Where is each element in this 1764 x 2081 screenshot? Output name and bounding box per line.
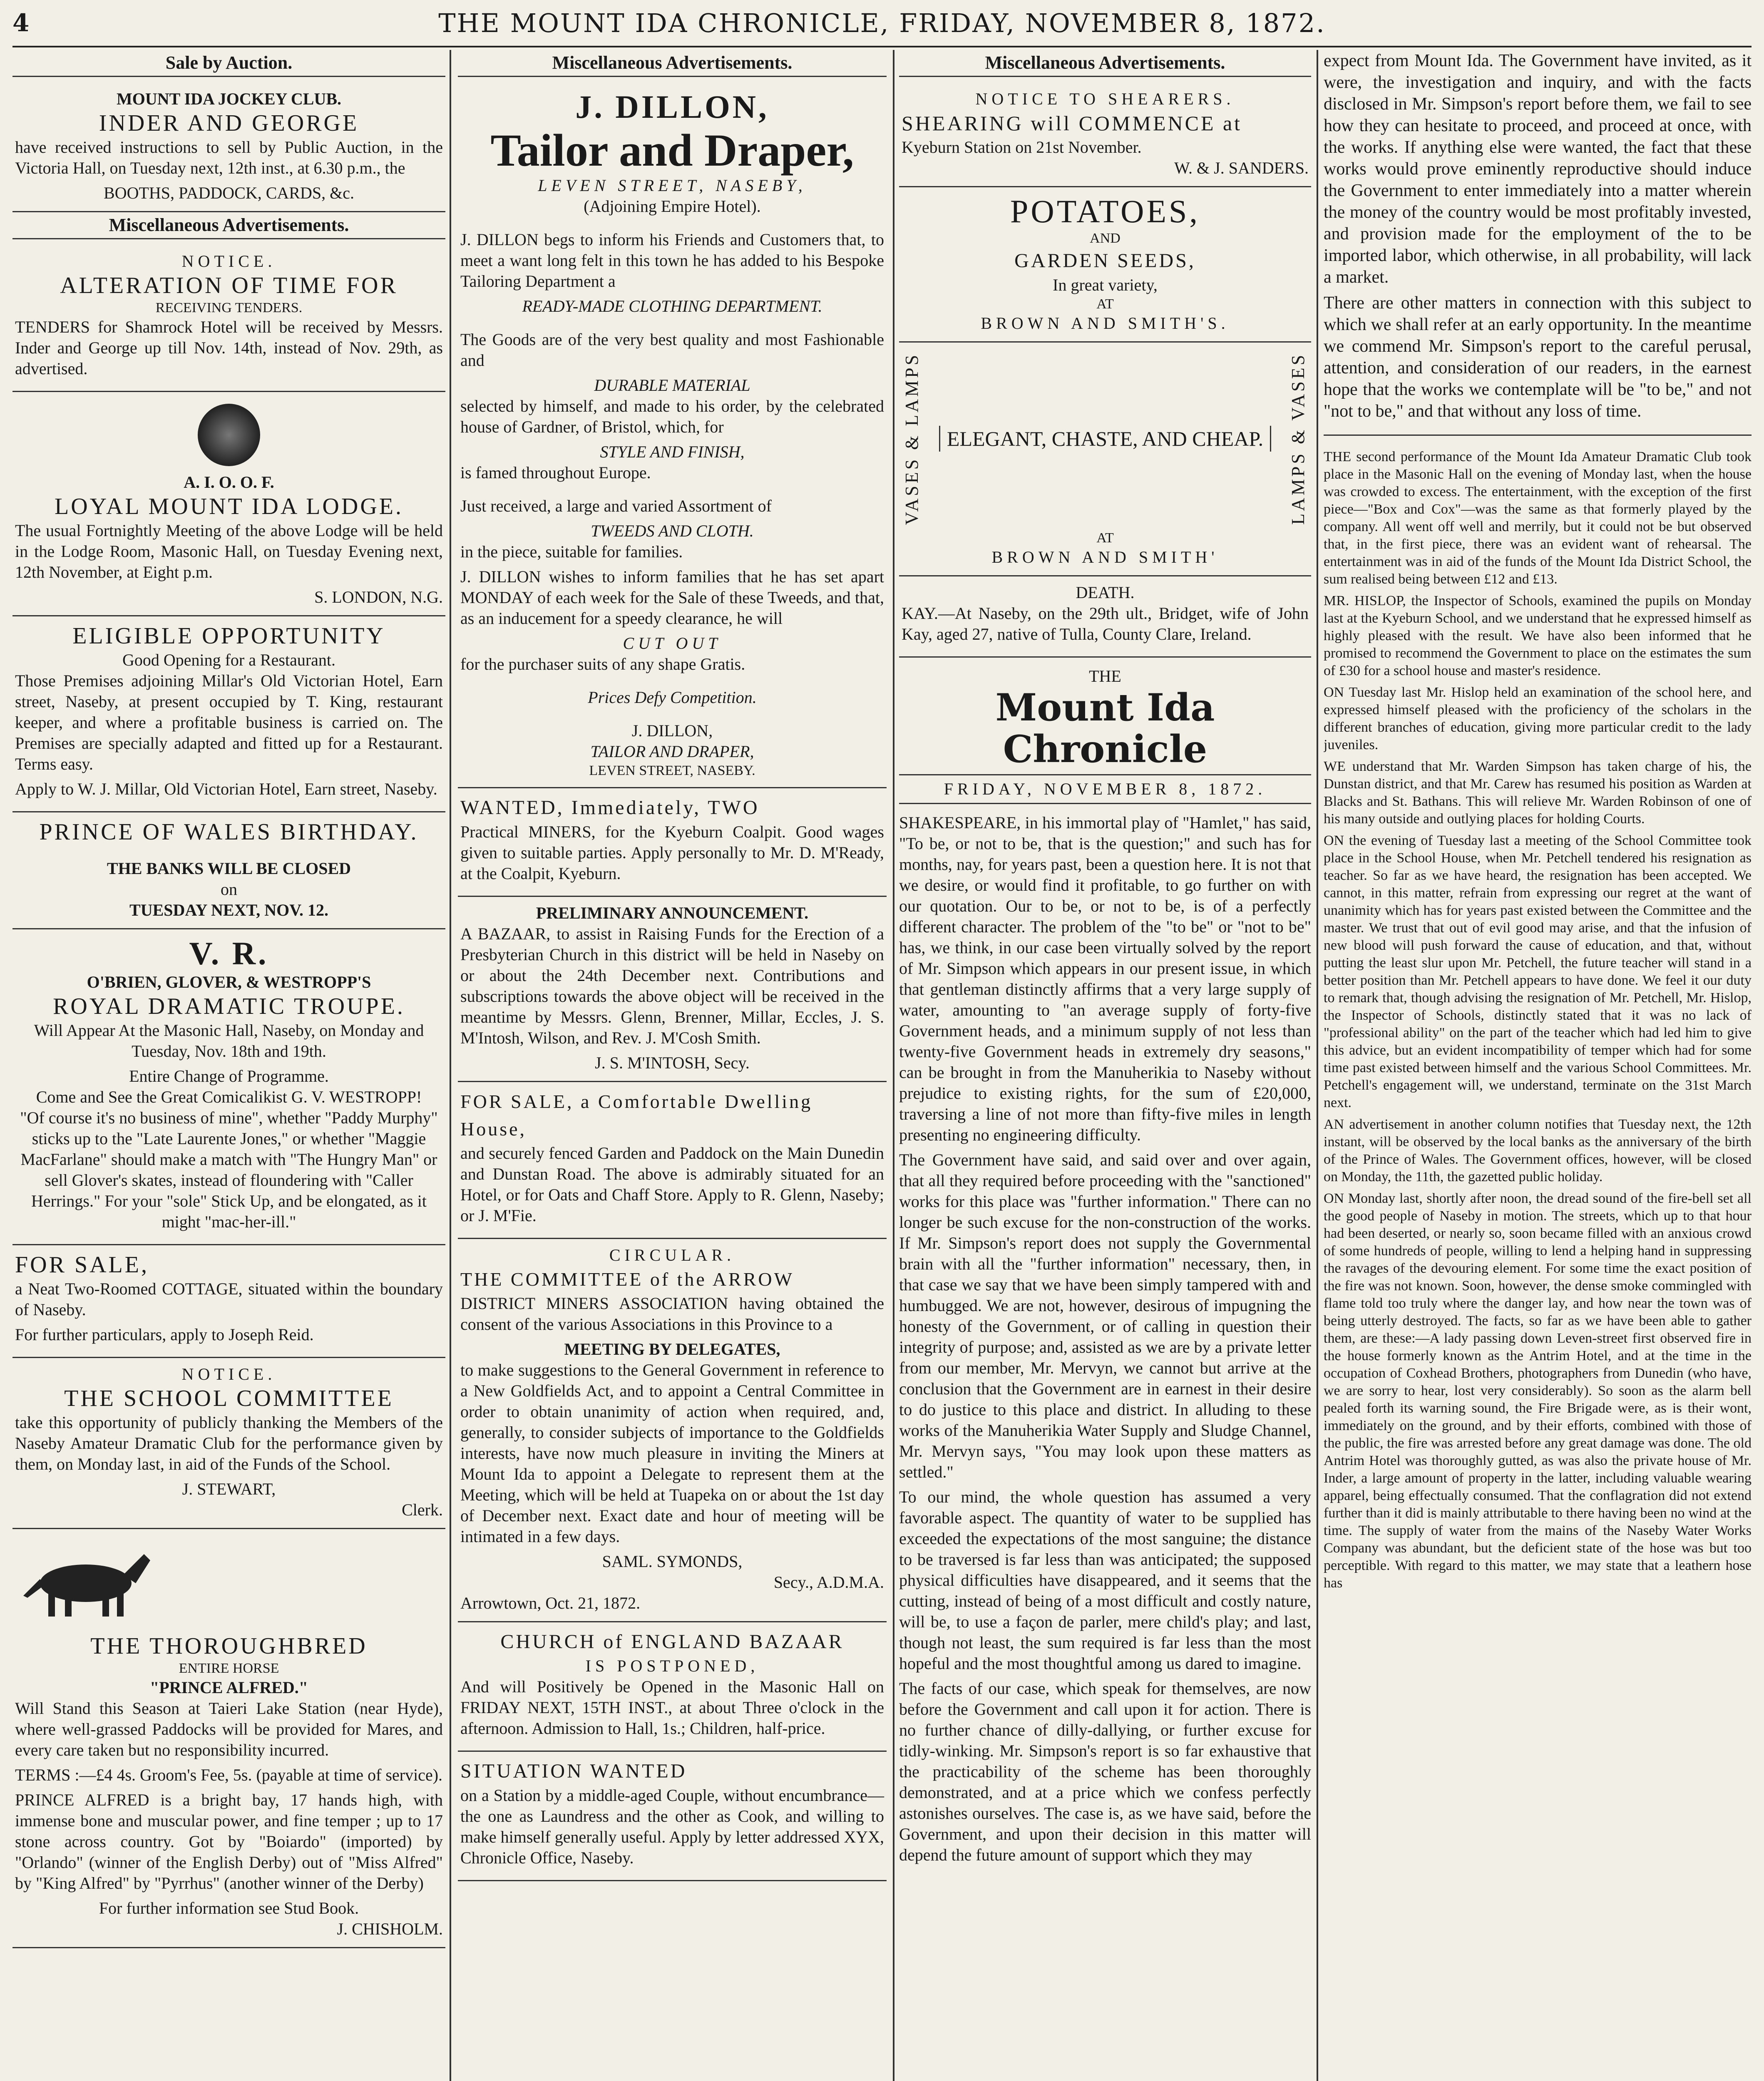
column-rule [1317, 50, 1318, 2081]
ad-prince-of-wales: PRINCE OF WALES BIRTHDAY. THE BANKS WILL BE CLOSED on TUESDAY NEXT, NOV. 12. [12, 812, 445, 929]
news-paragraph: MR. HISLOP, the Inspector of Schools, examined the pupils on Monday last at the Kyeburn School, and we understand that he expressed himself as highly pleased with the result. We have also been informed that he promised to recommend the Government to place on the estimates the sum of £30 for a school house and master's residence. [1324, 593, 1752, 678]
ad-jockey-club: MOUNT IDA JOCKEY CLUB. INDER AND GEORGE have received instructions to sell by Public Auction, in the Victoria Hall, on Tuesday next, 12th inst., at 6.30 p.m., the BOOTHS, PADDOCK, CARDS, &c. [12, 83, 445, 212]
ad-circular-miners: CIRCULAR. THE COMMITTEE of the ARROW DISTRICT MINERS ASSOCIATION having obtained the consent of the various Associations in this Province to a MEETING BY DELEGATES, to make suggestions to the General Government in reference to a New Goldfields Act, and to appoint a Central Committee in order to obtain unanimity of action when required, and, generally, to consider subjects of importance to the Goldfields interests, have now much pleasure in inviting the Miners at Mount Ida to appoint a Delegate to represent them at the Meeting, which will be held at Tuapeka on or about the 1st day of December next. Exact date and hour of meeting will be intimated in a few days. SAML. SYMONDS, Secy., A.D.M.A. Arrowtown, Oct. 21, 1872. [458, 1239, 887, 1622]
ad-school-committee: NOTICE. THE SCHOOL COMMITTEE take this opportunity of publicly thanking the Members of the Naseby Amateur Dramatic Club for the performance given by them, on Monday last, in aid of the Funds of the School. J. STEWART, Clerk. [12, 1358, 445, 1529]
column-rule [893, 50, 894, 2081]
ad-dillon-tailor: J. DILLON, Tailor and Draper, LEVEN STREET, NASEBY, (Adjoining Empire Hotel). J. DILLON begs to inform his Friends and Customers that, to meet a want long felt in this town he has added to his Bespoke Tailoring Department a READY-MADE CLOTHING DEPARTMENT. The Goods are of the very best quality and most Fashionable and DURABLE MATERIAL selected by himself, and made to his order, by the celebrated house of Gardner, of Bristol, which, for STYLE AND FINISH, is famed throughout Europe. Just received, a large and varied Assortment of TWEEDS AND CLOTH. in the piece, suitable for families. J. DILLON wishes to inform families that he has set apart MONDAY of each week for the Sale of these Tweeds, and that, as an inducement for a speedy clearance, he will CUT OUT for the purchaser suits of any shape Gratis. Prices Defy Competition. J. DILLON, TAILOR AND DRAPER, LEVEN STREET, NASEBY. [458, 83, 887, 788]
editorial-paragraph: To our mind, the whole question has assumed a very favorable aspect. The quantity of water to be supplied has exceeded the expectations of the most sanguine; the distance to be traversed is far less than was anticipated; the supposed physical difficulties have disappeared, and it seems that the cutting, instead of being of a most difficult and costly nature, will be, to use a façon de parler, mere child's play; and last, though not least, the sum required is far less than the most hopeful and the most thoughtful among us dared to imagine. [899, 1487, 1311, 1673]
section-heading: Miscellaneous Advertisements. [458, 52, 887, 77]
ad-potatoes-seeds: POTATOES, AND GARDEN SEEDS, In great variety, AT BROWN AND SMITH'S. [899, 187, 1311, 343]
local-news [1324, 448, 1752, 1592]
ad-for-sale-cottage: FOR SALE, a Neat Two-Roomed COTTAGE, situated within the boundary of Naseby. For further particulars, apply to Joseph Reid. [12, 1245, 445, 1358]
column-rule [450, 50, 451, 2081]
ad-alteration-of-time: NOTICE. ALTERATION OF TIME FOR RECEIVING TENDERS. TENDERS for Shamrock Hotel will be received by Messrs. Inder and George up till Nov. 14th, instead of Nov. 29th, as advertised. [12, 245, 445, 392]
lodge-emblem-icon [198, 404, 260, 466]
news-paragraph: ON the evening of Tuesday last a meeting of the School Committee took place in the School House, when Mr. Petchell tendered his resignation as teacher. So far as we have heard, the resignation has been accepted. We cannot, in this matter, refrain from expressing our regret at the want of unanimity which has for years past existed between the Committee and the master. We trust that out of evil good may arise, and that the infusion of new blood will push forward the cause of education, and that, without putting the least slur upon Mr. Petchell, the future teacher will stand in a better position than Mr. Petchell appears to have done. We feel it our duty to remark that, though advising the resignation of Mr. Petchell, Mr. Hislop, the Inspector of Schools, distinctly stated that it was no lack of "professional ability" on the part of the teacher which had led him to give this advice, but an evident incompatibility of temper which had for some time past existed between himself and the various School Committees. Mr. Petchell's engagement will, we understand, terminate on the 31st March next. [1324, 833, 1752, 1110]
editorial-date: FRIDAY, NOVEMBER 8, 1872. [899, 774, 1311, 804]
ad-church-bazaar: CHURCH of ENGLAND BAZAAR IS POSTPONED, And will Positively be Opened in the Masonic Hall on FRIDAY NEXT, 15TH INST., at about Three o'clock in the afternoon. Admission to Hall, 1s.; Children, half-price. [458, 1622, 887, 1752]
news-paragraph: WE understand that Mr. Warden Simpson has taken charge of his, the Dunstan district, and that Mr. Carew has resumed his position as Warden at Blacks and St. Bathans. This will relieve Mr. Warden Robinson of one of his many outside and outlying places for holding Courts. [1324, 759, 1752, 827]
editorial-paragraph: SHAKESPEARE, in his immortal play of "Hamlet," has said, "To be, or not to be, that is the question;" and such has for months, nay, for years past, been a question here. It is not that we desire, or would find it profitable, to go further on with our quotation. Our to be, or not to be, is of a perfectly different character. The problem of the "to be" or "not to be" has, we think, in our case been virtually solved by the report of Mr. Simpson which appears in our present issue, in which that gentleman distinctly affirms that a very large supply of water, amounting to "an average supply of forty-five Government heads, and a minimum supply of not less than twenty-five Government heads in extremely dry seasons," can be brought in from the Manuherikia to Naseby without prejudice to existing rights, for the sum of £20,000, traversing a line of not more than fifty-five miles in length presenting no engineering difficulty. [899, 813, 1311, 1144]
editorial-paragraph: There are other matters in connection with this subject to which we shall refer at an early opportunity. In the meantime we commend Mr. Simpson's report to the careful perusal, attention, and consideration of our readers, in the earnest hope that the works we contemplate will be "to be," and not "not to be," and that without any loss of time. [1324, 293, 1752, 421]
ad-notice-to-shearers: NOTICE TO SHEARERS. SHEARING will COMMENCE at Kyeburn Station on 21st November. W. & J. SANDERS. [899, 83, 1311, 187]
section-heading: Sale by Auction. [12, 52, 445, 77]
editorial-continuation [1324, 50, 1752, 436]
ad-eligible-opportunity: ELIGIBLE OPPORTUNITY Good Opening for a Restaurant. Those Premises adjoining Millar's Old Victorian Hotel, Earn street, Naseby, at present occupied by T. King, restaurant keeper, and where a profitable business is carried on. The Premises are specially adapted and fitted up for a Restaurant. Terms easy. Apply to W. J. Millar, Old Victorian Hotel, Earn street, Naseby. [12, 616, 445, 812]
horse-icon [15, 1542, 157, 1621]
ad-for-sale-dwelling: FOR SALE, a Comfortable Dwelling House, and securely fenced Garden and Paddock on the Main Dunedin and Dunstan Road. The above is admirably situated for an Hotel, or for Oats and Chaff Store. Apply to R. Glenn, Naseby; or J. M'Fie. [458, 1082, 887, 1239]
ad-vases-lamps: VASES & LAMPS ELEGANT, CHASTE, AND CHEAP. LAMPS & VASES AT BROWN AND SMITH' [899, 343, 1311, 576]
ad-preliminary-bazaar: PRELIMINARY ANNOUNCEMENT. A BAZAAR, to assist in Raising Funds for the Erection of a Presbyterian Church in this district will be held in Naseby on or about the 24th December next. Contributions and subscriptions towards the above object will be received in the meantime by Messrs. Glenn, Brenner, Millar, Eccles, J. S. M'Intosh, Wilson, and Rev. J. M'Cosh Smith. J. S. M'INTOSH, Secy. [458, 897, 887, 1082]
chronicle-nameplate: Mount Ida Chronicle [995, 685, 1215, 771]
news-paragraph: ON Tuesday last Mr. Hislop held an examination of the school here, and expressed himself pleased with the proficiency of the scholars in the different branches of education, giving more particular credit to the lady juveniles. [1324, 685, 1752, 752]
ad-situation-wanted: SITUATION WANTED on a Station by a middle-aged Couple, without encumbrance—the one as Laundress and the other as Cook, and willing to make himself generally useful. Apply by letter addressed XYX, Chronicle Office, Naseby. [458, 1752, 887, 1881]
newspaper-header-title: THE MOUNT IDA CHRONICLE, FRIDAY, NOVEMBER 8, 1872. [438, 7, 1326, 38]
column-3: Miscellaneous Advertisements. NOTICE TO SHEARERS. SHEARING will COMMENCE at Kyeburn Station on 21st November. W. & J. SANDERS. POTATOES, AND GARDEN SEEDS, In great variety, AT BROWN AND SMITH'S. VASES & LAMPS ELEGANT, CHASTE, AND CHEAP. LAMPS & VASES AT BROWN AND SMITH' DEATH. KAY.—At Naseby, on the 29th ult., Bridget, wife of John Kay, aged 27, native of Tulla, County Clare, Ireland. THE Mount Ida Chronicle FRIDAY, NOVEMBER 8, 1872. SHAKESPEARE, in his immortal play of "Hamlet," has said, "To be, or not to be, that is the question;" and such has for months, nay, for years past, been a question here. It is not that we desire, or would find it profitable, to go further on with our quotation. Our to be, or not to be, is of a perfectly different character. The problem of the "to be" or "not to be" has, we think, in our case been virtually solved by the report of Mr. Simpson which appears in our present issue, in which that gentleman distinctly affirms that a very large supply of water, amounting to "an average supply of forty-five Government heads, and a minimum supply of not less than twenty-five Government heads in extremely dry seasons," can be brought in from the Manuherikia to Naseby without prejudice to existing rights, for the sum of £20,000, traversing a line of not more than fifty-five miles in length presenting no engineering difficulty. The Government have said, and said over and over again, that all they required before proceeding with the "sanctioned" works for this place was "further information." There can no longer be such excuse for the non-construction of the works. If Mr. Simpson's report does not supply the Governmental brain with all the "further information" necessary, then, in that case we say that we have been simply tampered with and humbugged. We are not, however, desirous of impugning the honesty of the Government, or of calling in question their integrity of purpose; and, assisted as we are by a private letter from our member, Mr. Mervyn, we cannot but arrive at the conclusion that the Government are in earnest in their desire to do justice to this place and district. In alluding to these works of the Manuherikia Water Supply and Sludge Channel, Mr. Mervyn says, "You may look upon these matters as settled." To our mind, the whole question has assumed a very favorable aspect. The quantity of water to be supplied has exceeded the expectations of the most sanguine; the distance to be traversed is far less than was anticipated; the supposed physical difficulties have disappeared, and it seems that the cutting, instead of being of a most difficult and costly nature, will be, to use a façon de parler, mere child's play; and last, though not least, the sum required is far less than the most hopeful and the most thoughtful among us dared to imagine. The facts of our case, which speak for themselves, are now before the Government and call upon it for action. There is no further chance of dilly-dallying, or further excuse for tidly-winking. Mr. Simpson's report is so far exhaustive that the practicability of the scheme has been thoroughly demonstrated, and at a price which we confess perfectly astonishes ourselves. The case is, as we have said, before the Government, and upon their decision in this matter will depend the future amount of support which they may [899, 50, 1311, 2081]
column-1 [12, 50, 445, 2081]
ad-thoroughbred: THE THOROUGHBRED ENTIRE HORSE "PRINCE ALFRED." Will Stand this Season at Taieri Lake Station (near Hyde), where well-grassed Paddocks will be provided for Mares, and every care taken but no responsibility incurred. TERMS :—£4 4s. Groom's Fee, 5s. (payable at time of service). PRINCE ALFRED is a bright bay, 17 hands high, with immense bone and muscular power, and fine temper ; up to 17 stone across country. Got by "Boiardo" (imported) by "Orlando" (winner of the English Derby) out of "Miss Alfred" by "King Alfred" by "Pyrrhus" (another winner of the Derby) For further information see Stud Book. J. CHISHOLM. [12, 1529, 445, 1948]
column-4 [1324, 50, 1752, 2081]
death-notice: DEATH. KAY.—At Naseby, on the 29th ult., Bridget, wife of John Kay, aged 27, native of Tulla, County Clare, Ireland. [899, 576, 1311, 658]
ad-dramatic-troupe: V. R. O'BRIEN, GLOVER, & WESTROPP'S ROYAL DRAMATIC TROUPE. Will Appear At the Masonic Hall, Naseby, on Monday and Tuesday, Nov. 18th and 19th. Entire Change of Programme. Come and See the Great Comicalikist G. V. WESTROPP! "Of course it's no business of mine", whether "Paddy Murphy" sticks up to the "Late Laurente Jones," or whether "Maggie MacFarlane" should make a match with "The Hungry Man" or sell Glover's skates, instead of floundering with "Caller Herrings." For your "sole" Stick Up, and be elongated, as it might "mac-her-ill." [12, 929, 445, 1245]
masthead [12, 0, 1752, 47]
news-paragraph: THE second performance of the Mount Ida Amateur Dramatic Club took place in the Masonic Hall on the evening of Monday last, when the house was crowded to excess. The entertainment, with the exception of the first piece—"Box and Cox"—was the same as that formerly played by the company. All went off well and merrily, but it could not be but observed that, in the first piece, there was an evident want of rehearsal. The entertainment was in aid of the funds of the Mount Ida District School, the sum realised being between £12 and £13. [1324, 449, 1752, 587]
ad-mount-ida-lodge: A. I. O. O. F. LOYAL MOUNT IDA LODGE. The usual Fortnightly Meeting of the above Lodge will be held in the Lodge Room, Masonic Hall, on Tuesday Evening next, 12th November, at Eight p.m. S. LONDON, N.G. [12, 392, 445, 616]
section-heading: Miscellaneous Advertisements. [12, 215, 445, 239]
editorial-article [899, 812, 1311, 1865]
page-number: 4 [12, 9, 30, 37]
ad-wanted-miners: WANTED, Immediately, TWO Practical MINERS, for the Kyeburn Coalpit. Good wages given to suitable parties. Apply personally to Mr. D. M'Ready, at the Coalpit, Kyeburn. [458, 788, 887, 897]
editorial-paragraph: expect from Mount Ida. The Government have invited, as it were, the investigation and inquiry, and with the facts disclosed in Mr. Simpson's report before them, we fail to see how they can hesitate to proceed, and proceed at once, with the works. If anything else were wanted, the fact that these works would prove eminently reproductive should induce the Government to enter immediately into a matter wherein the money of the country would be most profitably invested, and provision made for the employment of the to be imported labor, which otherwise, in all probability, will lack a market. [1324, 51, 1752, 287]
news-paragraph: ON Monday last, shortly after noon, the dread sound of the fire-bell set all the good people of Naseby in motion. The streets, which up to that hour had been deserted, or nearly so, soon became filled with an anxious crowd of some hundreds of people, willing to lend a helping hand in suppressing the ravages of the devouring element. For some time the exact position of the fire was not known. Soon, however, the dense smoke commingled with flame told too truly where the danger lay, and how near the town was of being utterly destroyed. The facts, so far as we have been able to gather them, are these:—A lady passing down Leven-street first observed fire in the house formerly known as the Antrim Hotel, and at the time in the occupation of Coxhead Brothers, photographers from Dunedin (who have, we are sorry to hear, lost very considerably). So soon as the alarm bell pealed forth its warning sound, the Fire Brigade were, as is their wont, immediately on the ground, and by their efforts, combined with those of the public, the fire was arrested before any great damage was done. The old Antrim Hotel was thoroughly gutted, as was also the private house of Mr. Inder, a large amount of property in the latter, including valuable wearing apparel, being effectually consumed. That the conflagration did not extend further than it did is mainly attributable to there having been no wind at the time. The supply of water from the mains of the Naseby Water Works Company was abundant, but the deficient state of the hose was but too perceptible. With regard to this matter, we may state that a leathern hose has [1324, 1191, 1752, 1591]
news-paragraph: AN advertisement in another column notifies that Tuesday next, the 12th instant, will be observed by the local banks as the anniversary of the birth of the Prince of Wales. The Government offices, however, will be closed on Monday, the 11th, the gazetted public holiday. [1324, 1117, 1752, 1185]
section-heading: Miscellaneous Advertisements. [899, 52, 1311, 77]
editorial-paragraph: The facts of our case, which speak for themselves, are now before the Government and call upon it for action. There is no further chance of dilly-dallying, or further excuse for tidly-winking. Mr. Simpson's report is so far exhaustive that the practicability of the scheme has been thoroughly demonstrated, and at a price which we confess perfectly astonishes ourselves. The case is, as we have said, before the Government, and upon their decision in this matter will depend the future amount of support which they may [899, 1679, 1311, 1864]
editorial-paragraph: The Government have said, and said over and over again, that all they required before proceeding with the "sanctioned" works for this place was "further information." There can no longer be such excuse for the non-construction of the works. If Mr. Simpson's report does not supply the Governmental brain with all the "further information" necessary, then, in that case we say that we have been simply tampered with and humbugged. We are not, however, desirous of impugning the honesty of the Government, or of calling in question their integrity of purpose; and, assisted as we are by a private letter from our member, Mr. Mervyn, we cannot but arrive at the conclusion that the Government are in earnest in their desire to do justice to this place and district. In alluding to these works of the Manuherikia Water Supply and Sludge Channel, Mr. Mervyn says, "You may look upon these matters as settled." [899, 1150, 1311, 1481]
column-2 [458, 50, 887, 2081]
